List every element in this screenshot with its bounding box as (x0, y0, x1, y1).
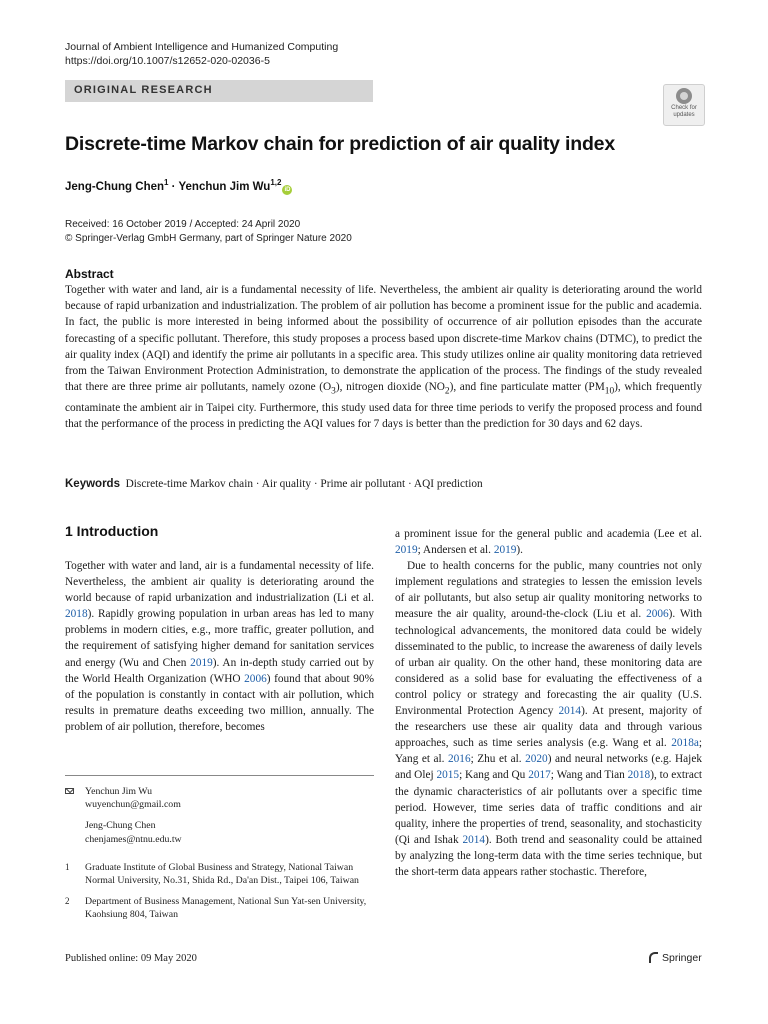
corresponding-email[interactable]: wuyenchun@gmail.com (85, 799, 181, 811)
check-for-updates-badge[interactable] (663, 84, 705, 126)
body-text: ; Yang et al. (395, 737, 702, 766)
abstract-text-1: Together with water and land, air is a fundamental necessity of life. Nevertheless, the ambient air quality is deteriorating around the world because of rapid urbanization and industrialization. The problem of air pollution has become a prominent issue for the public and academia. In fact, the public is more interested in being informed about the possibility of occurrence of air pollution episodes than the accurate forecasting of a specific pollutant. Therefore, this study proposes a process based upon discrete-time Markov chains (DTMC), to predict the air quality index (AQI) and identify the prime air pollutants in a specific area. This study utilizes online air quality monitoring data retrieved from the Taiwan Environment Protection Administration, to demonstrate the application of the process. The findings of the study revealed that there are three prime air pollutants, namely ozone (O (65, 284, 702, 394)
body-text: ). An in-depth study carried out by the World Health Organization (WHO (65, 656, 374, 685)
section-banner (65, 80, 373, 102)
affiliation-1 (65, 861, 374, 887)
author-footnotes (65, 785, 374, 922)
citation-link[interactable]: 2019 (493, 544, 517, 557)
check-for-updates-icon (676, 88, 692, 104)
citation-link[interactable]: 2015 (436, 769, 460, 782)
affiliation-1-text: Graduate Institute of Global Business and Strategy, National Taiwan Normal University, No.31, Shida Rd., Da'an Dist., Taipei 106, Taiwan (85, 861, 359, 887)
body-text: ). (516, 544, 524, 557)
body-text: Together with water and land, air is a fundamental necessity of life. Nevertheless, the ambient air quality is deteriorating around the world because of rapid urbanization and industrialization (Li et al. (65, 560, 374, 605)
body-text: ). Rapidly growing population in urban areas has led to many problems in modern cities, e.g., more traffic, greater pollution, and the requirement of satisfying higher demand for sanitation services and energy (Wu and Chen (65, 608, 374, 669)
author-list (65, 178, 292, 195)
citation-link[interactable]: 2018 (627, 769, 651, 782)
keywords-list: Discrete-time Markov chain · Air quality · Prime air pollutant · AQI prediction (125, 478, 483, 490)
corresponding-name: Yenchun Jim Wu (85, 786, 153, 797)
abstract-sub-pm: 10 (604, 386, 615, 397)
publisher-name: Springer (662, 952, 702, 964)
author-1[interactable]: Jeng-Chung Chen (65, 180, 165, 193)
article-history (65, 218, 352, 246)
body-text: ). Both trend and seasonality could be attained by analyzing the long-term data with the time series technique, but the short-term data appears rather stochastic. Therefore, (395, 833, 703, 878)
envelope-icon (65, 788, 74, 794)
body-text: a prominent issue for the general public and academia (Lee et al. (395, 528, 702, 540)
abstract-text-4: ), which frequently contaminate the ambient air in Taipei city. Furthermore, this study used data for three time periods to verify the proposed process and found that the performance of the process in predicting the AQI values for 7 days is better than the prediction for 30 days and 62 days. (65, 381, 702, 430)
left-column (65, 558, 374, 735)
article-title: Discrete-time Markov chain for prediction of air quality index (65, 133, 615, 155)
body-text: ; Zhu et al. (470, 753, 526, 766)
abstract-heading: Abstract (65, 267, 114, 281)
copyright-line: © Springer-Verlag GmbH Germany, part of Springer Nature 2020 (65, 233, 352, 244)
keywords-label: Keywords (65, 478, 120, 490)
corresponding-author (65, 785, 374, 811)
co-author-name: Jeng-Chung Chen (85, 820, 156, 832)
citation-link[interactable]: 2019 (190, 656, 213, 669)
section-label: ORIGINAL RESEARCH (74, 84, 213, 96)
intro-paragraph-1 (65, 558, 374, 735)
abstract-sub-no2: 2 (444, 386, 450, 397)
citation-link[interactable]: 2006 (244, 672, 267, 685)
citation-link[interactable]: 2014 (462, 833, 486, 846)
author-2[interactable]: Yenchun Jim Wu (178, 180, 271, 193)
intro-paragraph-2 (395, 558, 702, 880)
published-online: Published online: 09 May 2020 (65, 953, 197, 964)
co-author-email[interactable]: chenjames@ntnu.edu.tw (85, 833, 182, 845)
history-dates: Received: 16 October 2019 / Accepted: 24 April 2020 (65, 219, 301, 230)
citation-link[interactable]: 2014 (558, 705, 582, 718)
orcid-icon[interactable]: iD (284, 186, 291, 193)
citation-link[interactable]: 2017 (528, 769, 551, 782)
author-2-affil: 1,2 (270, 178, 282, 187)
body-text: ; Wang and Tian (550, 769, 628, 782)
badge-line2: updates (673, 112, 695, 118)
affiliation-2-mark: 2 (65, 896, 70, 907)
abstract-text-3: ), and fine particulate matter (PM (449, 381, 605, 394)
body-text: ; Kang and Qu (459, 769, 529, 782)
springer-horse-icon (649, 952, 658, 963)
citation-link[interactable]: 2019 (395, 544, 418, 557)
citation-link[interactable]: 2006 (646, 608, 669, 621)
body-text: ). At present, majority of the researchers use these air quality data and through various approaches, such as time series analysis (e.g. Wang et al. (395, 705, 702, 750)
body-text: Due to health concerns for the public, many countries not only implement regulations and strategies to lessen the emission levels of air pollutants, but also setup air quality monitoring networks to measure the air quality, around-the-clock (Liu et al. (395, 560, 702, 621)
body-text: ; Andersen et al. (417, 544, 494, 557)
body-text: ), to extract the dynamic characteristics of air pollutants over a specific time period. However, time series data of traffic conditions and air quality, inhere the properties of trend, seasonality, and stochasticity (Qi and Ishak (395, 769, 702, 846)
abstract-text-2: ), nitrogen dioxide (NO (335, 381, 445, 394)
badge-line1: Check for (671, 105, 697, 111)
affiliation-2-text: Department of Business Management, National Sun Yat-sen University, Kaohsiung 804, Taiwan (85, 896, 367, 921)
citation-link[interactable]: 2018 (65, 608, 88, 621)
body-text: ). With technological advancements, the monitored data could be widely disseminated to the public, to increase the awareness of daily levels of urban air quality. On the other hand, these monitoring data are considered as a solid base for evaluating the effectiveness of a control policy or strategy and forecasting the air quality (U.S. Environmental Protection Agency (395, 608, 703, 718)
publisher-logo[interactable] (649, 952, 702, 964)
journal-doi-link[interactable]: https://doi.org/10.1007/s12652-020-02036-5 (65, 55, 270, 67)
journal-header (65, 40, 338, 68)
affiliation-2 (65, 895, 374, 921)
abstract-body (65, 282, 702, 432)
keywords-line (65, 478, 483, 490)
introduction-heading: 1 Introduction (65, 523, 159, 539)
abstract-sub-o3: 3 (331, 386, 336, 397)
footnote-divider (65, 775, 374, 776)
author-separator: · (168, 180, 179, 193)
journal-name: Journal of Ambient Intelligence and Humanized Computing (65, 41, 339, 53)
co-author (65, 819, 374, 845)
citation-link[interactable]: 2018a (671, 737, 699, 750)
author-1-affil: 1 (164, 178, 169, 187)
intro-paragraph-1-cont (395, 526, 702, 558)
body-text: ) found that about 90% of the population is constantly in contact with air pollution, which results in premature deaths exceeding two million, annually. The problem of air pollution, therefore, becomes (65, 672, 374, 733)
body-text: ) and neural networks (e.g. Hajek and Olej (395, 753, 702, 782)
right-column (395, 526, 702, 880)
citation-link[interactable]: 2016 (448, 753, 471, 766)
affiliation-1-mark: 1 (65, 861, 70, 872)
citation-link[interactable]: 2020 (525, 753, 548, 766)
